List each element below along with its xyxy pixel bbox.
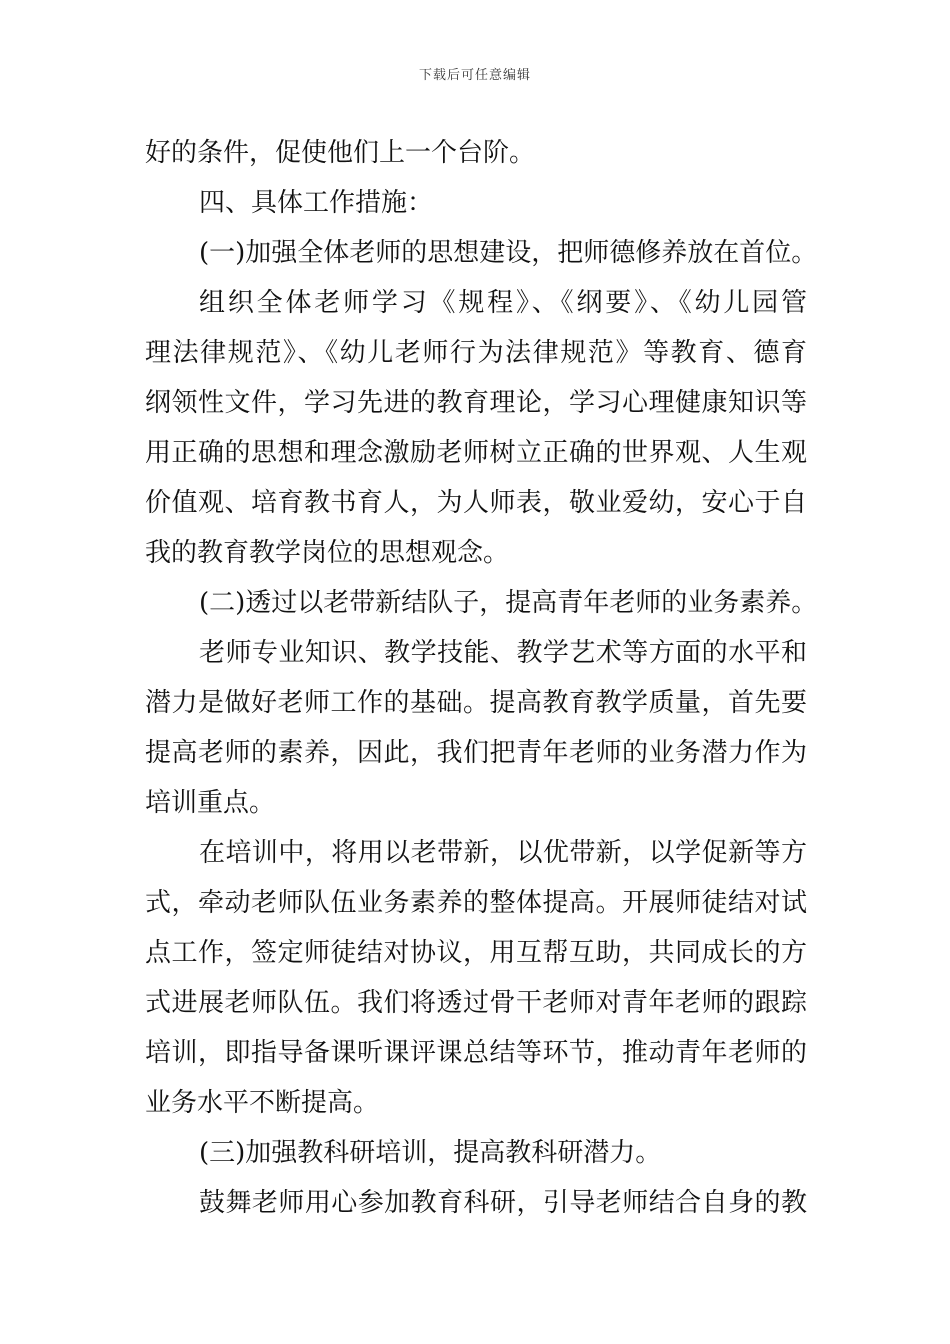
text-line: 培训重点。 <box>145 788 276 818</box>
text-line: 价值观、培育教书育人，为人师表，敬业爱幼，安心于自 <box>145 488 807 518</box>
text-line: 式进展老师队伍。我们将透过骨干老师对青年老师的跟踪 <box>145 988 807 1018</box>
text-line: 在培训中，将用以老带新，以优带新，以学促新等方 <box>199 838 807 868</box>
text-line: 潜力是做好老师工作的基础。提高教育教学质量，首先要 <box>145 688 807 718</box>
text-line: 用正确的思想和理念激励老师树立正确的世界观、人生观 <box>145 438 807 468</box>
text-line: 好的条件，促使他们上一个台阶。 <box>145 138 536 168</box>
text-line: 式，牵动老师队伍业务素养的整体提高。开展师徒结对试 <box>145 888 807 918</box>
text-line: (二)透过以老带新结队子，提高青年老师的业务素养。 <box>199 588 818 618</box>
text-line: 点工作，签定师徒结对协议，用互帮互助，共同成长的方 <box>145 938 807 968</box>
text-line: (一)加强全体老师的思想建设，把师德修养放在首位。 <box>199 238 818 268</box>
text-line: 鼓舞老师用心参加教育科研，引导老师结合自身的教 <box>199 1188 807 1218</box>
text-line: (三)加强教科研培训，提高教科研潜力。 <box>199 1138 662 1168</box>
text-line: 老师专业知识、教学技能、教学艺术等方面的水平和 <box>199 638 807 668</box>
text-line: 提高老师的素养，因此，我们把青年老师的业务潜力作为 <box>145 738 807 768</box>
text-line: 我的教育教学岗位的思想观念。 <box>145 538 510 568</box>
text-line: 组织全体老师学习《规程》、《纲要》、《幼儿园管 <box>199 288 807 318</box>
page-header: 下载后可任意编辑 <box>418 68 531 83</box>
text-line: 纲领性文件，学习先进的教育理论，学习心理健康知识等 <box>145 388 807 418</box>
text-line: 理法律规范》、《幼儿老师行为法律规范》等教育、德育 <box>145 338 807 368</box>
text-line: 四、具体工作措施： <box>199 188 434 218</box>
text-line: 培训，即指导备课听课评课总结等环节，推动青年老师的 <box>145 1038 807 1068</box>
document-body <box>145 128 818 1228</box>
text-line: 业务水平不断提高。 <box>145 1088 380 1118</box>
